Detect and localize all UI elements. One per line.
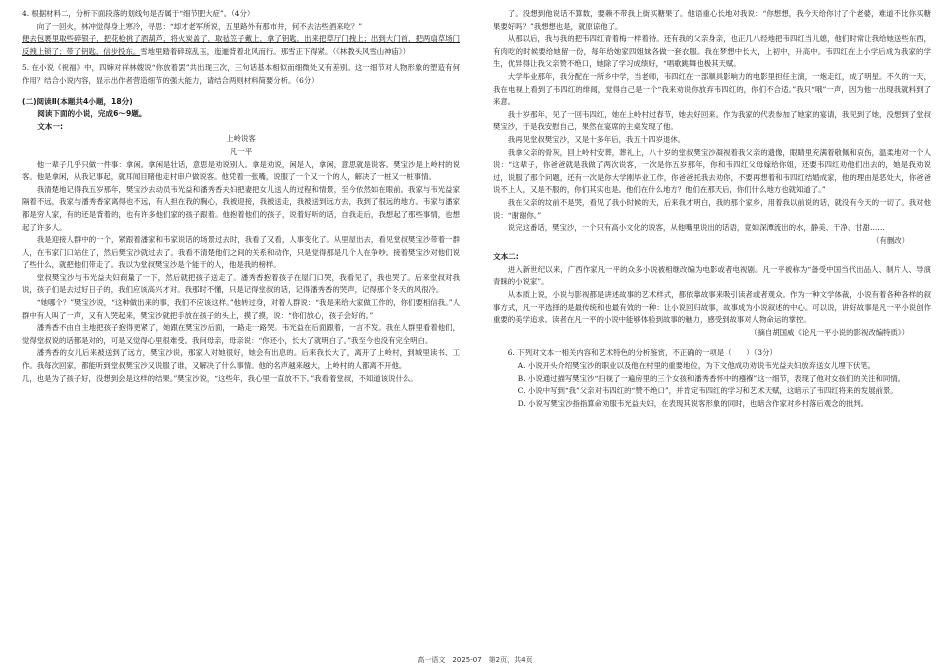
q6-stem: 6. 下列对文本一相关内容和艺术特色的分析鉴赏，不正确的一项是（ ）（3分）	[507, 348, 777, 358]
q6-option: B. 小说通过描写樊宝沙“扫视了一遍房里的三个女孩和潘秀香怀中的襁褓”这一细节，表现了他对女孩们的关注和同情。	[517, 373, 906, 383]
story-paragraph: 潘秀香的女儿后来被送到了远方，樊宝沙说，那家人对她很好，她会有出息的。后来我长大了，离开了上岭村，到城里读书、工作。我每次回家，都能听到堂叔樊宝沙又说服了谁，又解决了什么事情。他的名声越来越大，上岭村的人都离不开他。	[22, 348, 460, 371]
q4-underlined-sentence: 便去包裹里取些碎银子，把花枪挑了酒葫芦，将火炭盖了，取毡笠子戴上，拿了钥匙，出来把草厅门拽上；出到大门首，把两扇草场门反拽上锁了；带了钥匙，信步投东。	[22, 34, 460, 56]
story-paragraph: 说完这番话，樊宝沙，一个只有高小文化的说客，从他嘴里说出的话语，竟如深潭流出的水，静美、干净、甘甜……	[507, 223, 885, 233]
section-heading: (二)阅读Ⅱ(本题共4小题，18分)	[22, 96, 133, 106]
story-author: 凡一平	[229, 146, 253, 156]
story-paragraph: 从那以后，我与我的把韦四红青着梅一样着待。还有我的父亲身亲，也正几八经地把韦四红当儿媳，他们时常让我给她送些东西，有肉吃的时候要给她留一份，每年给她家四姐妹各做一套衣服。我在梦想中长大，上初中，升高中。韦四红在上小学后成为我家的学生，优异得让我父亲赞不绝口，她除了学习成绩好，“唱歌跳舞也极其天赋。	[493, 34, 931, 69]
text1-label: 文本一:	[37, 121, 64, 131]
right-column	[493, 8, 931, 410]
edit-note: （有删改）	[872, 235, 909, 245]
story-tail: 几，也是为了孩子好，没想到会是这样的结果。”樊宝沙说，“这些年，我心里一直放不下。”我看着堂叔，不知道该说什么。	[22, 373, 418, 383]
q4-passage-rest: 雪地里踏着碎琼乱玉，迤逦背着北风而行。那雪正下得紧。（《林教头风雪山神庙》）	[140, 46, 411, 56]
story-body	[22, 159, 460, 373]
q6-option: C. 小说中写到“我”父亲对韦四红的“赞不绝口”，并肯定韦四红的学习和艺术天赋，这暗示了韦四红将来的发展前景。	[517, 386, 898, 396]
story-paragraph: 他一辈子几乎只做一件事：拿闲。拿闲是壮话，意思是劝说别人。拿是劝说，闲是人，拿闲，意思就是说客。樊宝沙是上岭村的说客。他是拿闲，从我记事起，就耳闻目睹他走村串户做说客。他凭着一张嘴，说服了一个又一个的人，解决了一桩又一桩事情。	[22, 159, 460, 182]
text2-source: （摘自胡国威《论凡一平小说的影视改编特质》）	[750, 327, 909, 337]
section-instruction: 阅读下面的小说，完成6～9题。	[37, 109, 147, 119]
q6-option: A. 小说开头介绍樊宝沙的职业以及他在村里的重要地位，为下文他成功劝说韦光益夫妇放弃送女儿埋下伏笔。	[517, 361, 876, 371]
story-paragraph: 我再见堂叔樊宝沙，又是十多年后，我五十四岁退休。	[507, 134, 686, 144]
page-footer: 高一语文 2025-07 第2页，共4页	[417, 656, 533, 664]
story-paragraph: 我清楚地记得我五岁那年，樊宝沙去动员韦光益和潘秀香夫妇把妻把女儿送人的过程和情景，至今依然如在眼前。我家与韦光益家隔着不远，我家与潘秀香家离得也不远，有人担在我的胸心，我被迎接，我被送走，我被送到远方去，我到了很远的地方。韦家与潘家都是穷人家，有的还是背着的，也有许多他们家的孩子跟着。他抱着他们的孩子，说着好听的话，自我走后，我想起了那些事情，也想起了许多人。	[22, 184, 460, 232]
q6-option: D. 小说写樊宝沙指指算命劝服韦光益夫妇，在表现其说客形象的同时，也暗含作家对乡村落后观念的批判。	[517, 398, 869, 408]
left-column	[22, 8, 460, 385]
story-paragraph: 我十岁那年，见了一回韦四红，她在上岭村过春节，她去好回来。作为我家的代表参加了她家的宴请，我见到了她，没想到了堂叔樊宝沙，于是我安慰自己，果然在宴席的主桌发现了他。	[493, 109, 931, 132]
q4-stem: 4. 根据材料二，分析下面段落的划线句是否属于“细节肥大症”。（4分）	[22, 9, 255, 18]
story-paragraph: 我是迎接人群中的一个，紧跟着潘家和韦家说话的场景过去时，我看了又看，人事变化了。从里屋出去，看见堂叔樊宝沙带着一群人，在韦家门口站住了，然后樊宝沙就过去了。我看不清楚他们之间的关系和动作，只是觉得那是几个人在争吵。接着樊宝沙对他们说了些什么，就把他们带走了。我以为堂叔樊宝沙是个能干的人，他是我的榜样。	[22, 235, 460, 270]
text2-label: 文本二:	[493, 252, 519, 262]
story-paragraph: 堂叔樊宝沙与韦光益夫妇商量了一下，然后就把孩子送走了。潘秀香抱着孩子在屋门口哭，我看见了，我也哭了。后来堂叔对我说，孩子们是去过好日子的，我们应该高兴才对。我那时不懂，只是记得堂叔的话，记得潘秀香的哭声，记得那个冬天的风很冷。	[22, 272, 460, 295]
story-paragraph: 了。没想到他说话不算数，要赖不带我上街买糖果了。他语重心长地对我说：“你想想，我今天给你讨了个老婆，难道不比你买糖果要好吗？”我想想也是，就原谅他了。	[493, 9, 931, 31]
text2-paragraph: 从本质上说，小说与影视都是讲述故事的艺术样式，都依靠故事来吸引读者或者观众。作为一种文学体裁，小说有着各种各样的叙事方式，凡一平选择的是最传统和也最有效的一种：让小说回归故事，故事成为小说叙述的中心。可以说，讲好故事是凡一平小说创作重要的美学追求。读者在凡一平的小说中能够体验到故事的魅力，感受到故事对人物命运的掌控。	[493, 290, 931, 325]
story-paragraph: 我拿父亲的骨灰，回上岭村安葬，葬礼上，八十岁的堂叔樊宝沙凝视着我父亲的遗像，眼睛里充满着敬佩和哀伤，温柔地对一个人说：“这辈子，你爸爸就是我做了两次说客，一次是你五岁那年，你和韦四红父母嫁给你姐，还要韦四红劝他们出去的，她是我劝说过，说服了那个问题，还有一次是你大学刚毕业工作，你爸爸托我去劝你，不要再想着和韦四红结婚成家，他的理由是恶处大，你爸爸说不上人，又是不服的，你们其实也是。他们在什么地方？他们在那天后，你们什么地方也就知道了。”	[493, 147, 931, 195]
q6-options	[493, 360, 931, 410]
story-paragraph: 我在父亲的坟前不是哭，看见了我小时候的天，后来我才明白，我的那个家乡，用着我以前说的话，就没有今天的一切了。我对他说：“谢谢你。”	[493, 197, 931, 220]
story-continued	[493, 8, 931, 235]
q5-stem: 5. 在小说《祝福》中，四婶对祥林嫂说“你放着罢”共出现三次，三句话基本相似而细微处又有差别。这一细节对人物形象的塑造有何作用？结合小说内容，显示出作者营造细节的强大能力，请结合两则材料简要分析。（6分）	[22, 63, 460, 85]
q4-passage-a: 向了一回火，林冲觉得身上寒冷，寻思：“却才老军所说，五里路外有那市井，何不去沽些酒来吃？”	[36, 21, 363, 31]
story-title: 上岭说客	[226, 134, 256, 144]
story-paragraph: 大学毕业那年，我分配在一所乡中学，当老师，韦四红在一部顺具影响力的电影里担任主演，一炮走红，成了明星。不久的一天，我在电视上看到了韦四红的绯闻，觉得自己是一个“我来劝说你放弃韦四红的，你们不合适。”我只“哦”一声，因为他一出现我就料到了来意。	[493, 71, 931, 107]
text2-body	[493, 264, 931, 327]
text2-paragraph: 进入新世纪以来，广西作家凡一平的众多小说被相继改编为电影或者电视剧。凡一平被称为“备受中国当代出品人、制片人、导演青睐的小说家”。	[493, 264, 931, 287]
story-paragraph: “她哪个？”樊宝沙说，“这种做出来的事，我们不应该这样。”他转过身，对着人群说：“我是来给大家做工作的，你们要相信我。”人群中有人叫了一声，又有人哭起来，樊宝沙就把手放在孩子的头上，摸了摸，说：“你们放心，孩子会好的。”	[22, 298, 460, 320]
story-paragraph: 潘秀香不由自主地把孩子抱得更紧了，她跟在樊宝沙后面，一路走一路哭。韦光益在后面跟着，一言不发。我在人群里看着他们，觉得堂叔说的话都是对的，可是又觉得心里很难受。我问母亲，母亲说：“你还小，长大了就明白了。”我至今也没有完全明白。	[22, 323, 460, 345]
q4-passage-b	[22, 33, 460, 58]
